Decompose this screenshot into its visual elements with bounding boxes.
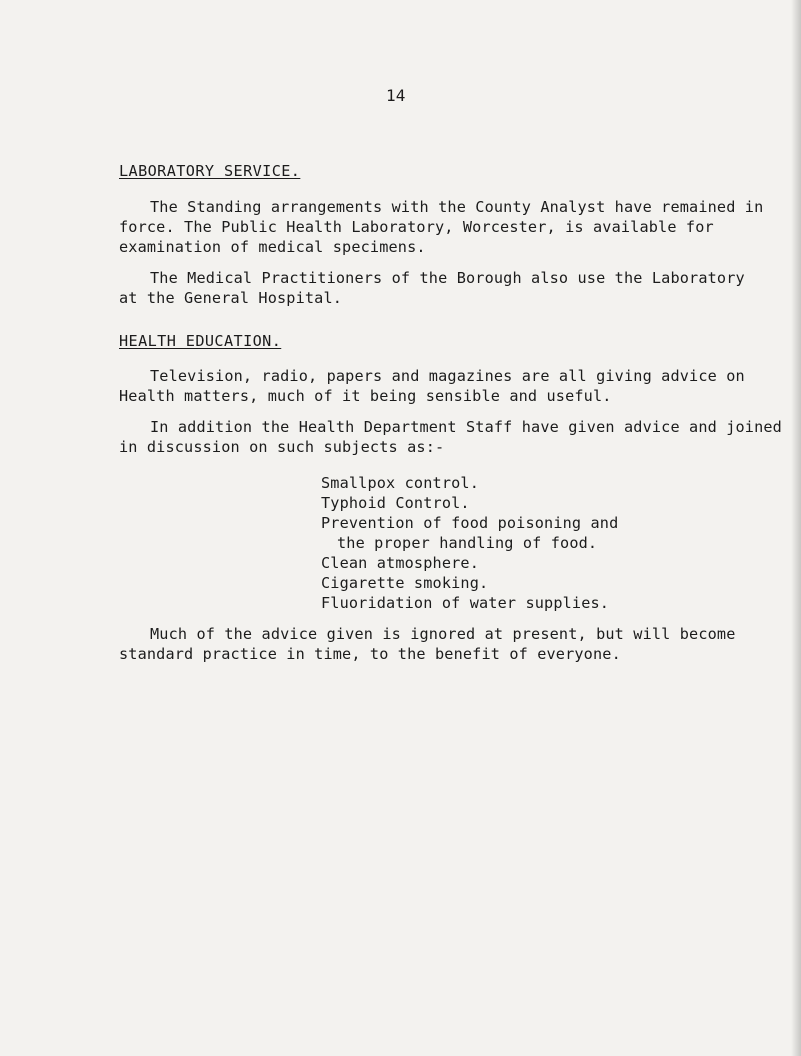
laboratory-paragraph-1-line-3: examination of medical specimens. [119,238,426,256]
subject-item: Cigarette smoking. [321,574,489,592]
health-paragraph-2-line-2: in discussion on such subjects as:- [119,438,445,456]
subject-item-continuation: the proper handling of food. [337,534,598,552]
subject-item: Fluoridation of water supplies. [321,594,610,612]
laboratory-paragraph-1-line-2: force. The Public Health Laboratory, Worcester, is available for [119,218,714,236]
section-heading-laboratory: LABORATORY SERVICE. [119,162,301,180]
subject-item: Prevention of food poisoning and [321,514,619,532]
laboratory-paragraph-2-line-2: at the General Hospital. [119,289,343,307]
closing-paragraph-line-2: standard practice in time, to the benefit of everyone. [119,645,621,663]
page-number: 14 [386,86,406,105]
closing-paragraph-line-1: Much of the advice given is ignored at present, but will become [150,625,736,643]
subject-item: Smallpox control. [321,474,479,492]
laboratory-paragraph-1-line-1: The Standing arrangements with the County Analyst have remained in [150,198,764,216]
section-heading-health-education: HEALTH EDUCATION. [119,332,282,350]
page-edge-shadow [791,0,801,1056]
health-paragraph-2-line-1: In addition the Health Department Staff have given advice and joined [150,418,782,436]
laboratory-paragraph-2-line-1: The Medical Practitioners of the Borough also use the Laboratory [150,269,745,287]
health-paragraph-1-line-2: Health matters, much of it being sensible and useful. [119,387,612,405]
health-paragraph-1-line-1: Television, radio, papers and magazines are all giving advice on [150,367,745,385]
subject-item: Clean atmosphere. [321,554,479,572]
subject-item: Typhoid Control. [321,494,470,512]
